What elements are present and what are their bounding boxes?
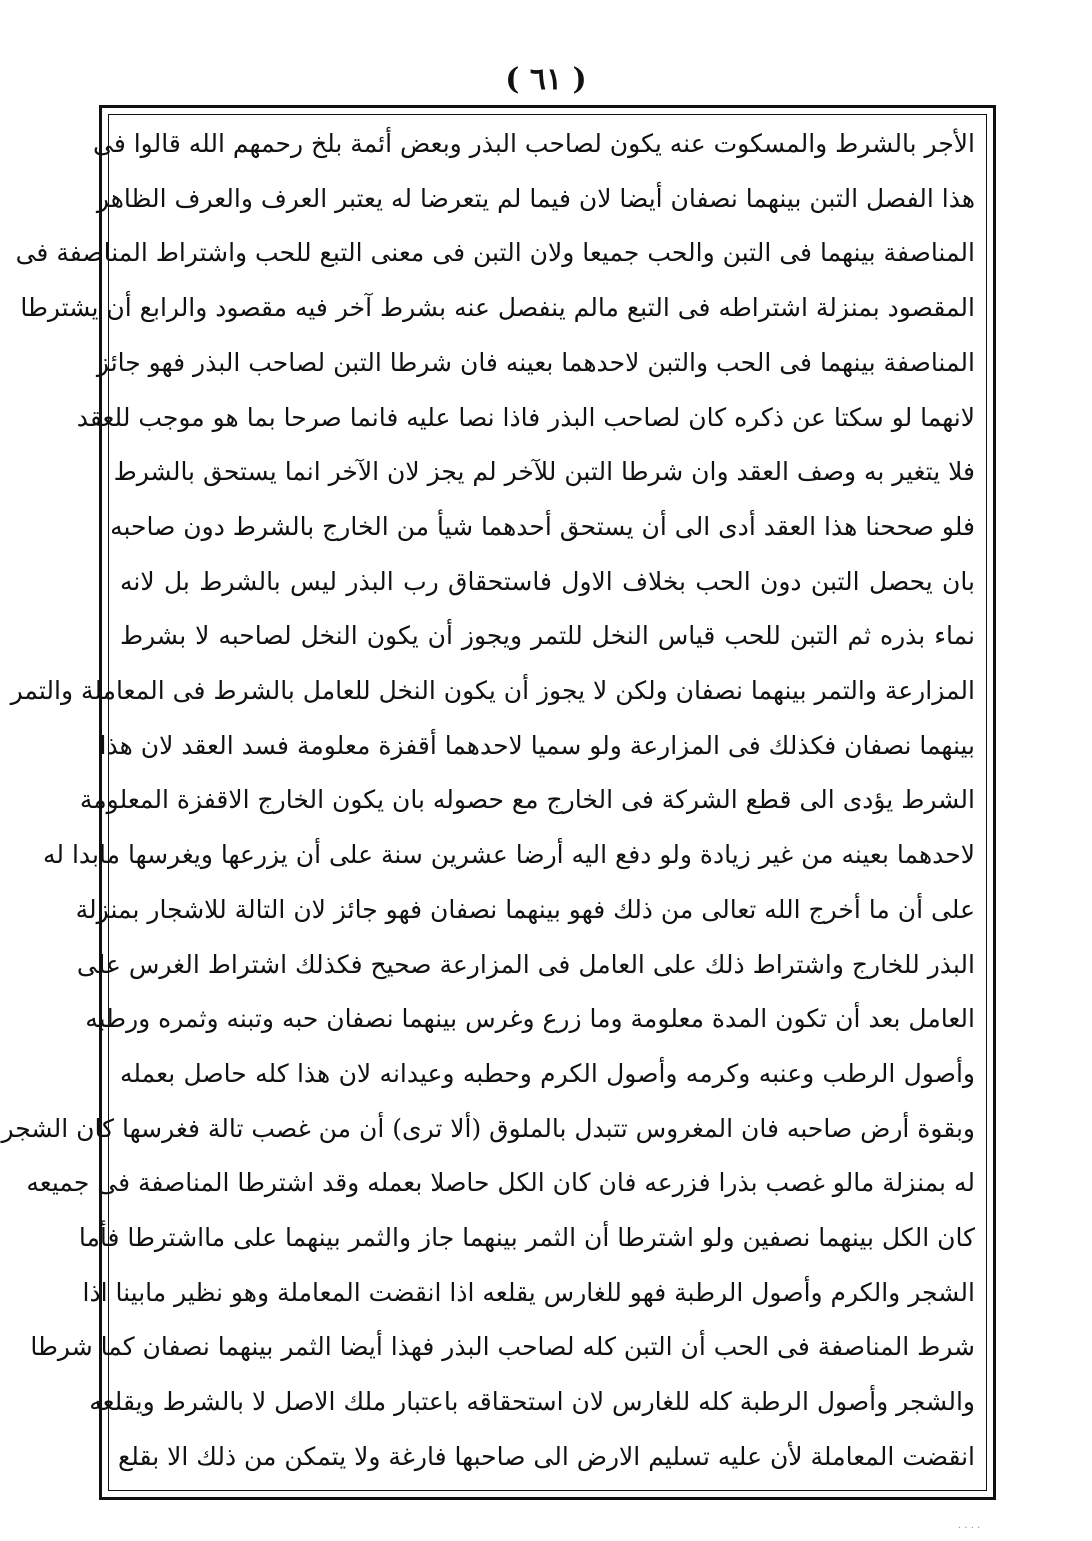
text-line: البذر للخارج واشتراط ذلك على العامل فى المزارعة صحيح فكذلك اشتراط الغرس على bbox=[76, 949, 975, 979]
text-line: انقضت المعاملة لأن عليه تسليم الارض الى صاحبها فارغة ولا يتمكن من ذلك الا بقلع bbox=[117, 1441, 975, 1471]
text-line: كان الكل بينهما نصفين ولو اشترطا أن الثمر بينهما جاز والثمر بينهما على مااشترطا فأما bbox=[78, 1223, 975, 1253]
text-line: لاحدهما بعينه من غير زيادة ولو دفع اليه أرضا عشرين سنة على أن يزرعها ويغرسها مابدا له bbox=[43, 840, 975, 870]
text-line: المزارعة والتمر بينهما نصفان ولكن لا يجوز أن يكون النخل للعامل بالشرط فى المعاملة والتمر bbox=[10, 676, 975, 706]
text-line: على أن ما أخرج الله تعالى من ذلك فهو بينهما نصفان فهو جائز لان التالة للاشجار بمنزلة bbox=[75, 894, 975, 924]
text-line: له بمنزلة مالو غصب بذرا فزرعه فان كان الكل حاصلا بعمله وقد اشترطا المناصفة فى جميعه bbox=[26, 1168, 975, 1198]
text-line: فلا يتغير به وصف العقد وان شرطا التبن للآخر لم يجز لان الآخر انما يستحق بالشرط bbox=[113, 457, 975, 487]
text-line: الشرط يؤدى الى قطع الشركة فى الخارج مع حصوله بان يكون الخارج الاقفزة المعلومة bbox=[79, 785, 975, 815]
text-line: بينهما نصفان فكذلك فى المزارعة ولو سميا لاحدهما أقفزة معلومة فسد العقد لان هذا bbox=[99, 730, 975, 760]
text-line: العامل بعد أن تكون المدة معلومة وما زرع وغرس بينهما نصفان حبه وتبنه وثمره ورطبه bbox=[85, 1004, 975, 1034]
text-line: المناصفة بينهما فى الحب والتبن لاحدهما بعينه فان شرطا التبن لصاحب البذر فهو جائز bbox=[96, 347, 975, 377]
text-body bbox=[1, 118, 975, 1483]
text-line: المقصود بمنزلة اشتراطه فى التبع مالم ينفصل عنه بشرط آخر فيه مقصود والرابع أن يشترطا bbox=[20, 293, 975, 323]
text-line: هذا الفصل التبن بينهما نصفان أيضا لان فيما لم يتعرضا له يعتبر العرف والعرف الظاهر bbox=[96, 183, 975, 213]
text-line: شرط المناصفة فى الحب أن التبن كله لصاحب البذر فهذا أيضا الثمر بينهما نصفان كما شرطا bbox=[30, 1332, 975, 1362]
text-line: الشجر والكرم وأصول الرطبة فهو للغارس يقلعه اذا انقضت المعاملة وهو نظير مابينا اذا bbox=[82, 1277, 975, 1307]
text-line: والشجر وأصول الرطبة كله للغارس لان استحقاقه باعتبار ملك الاصل لا بالشرط ويقلعه bbox=[89, 1387, 975, 1417]
text-line: لانهما لو سكتا عن ذكره كان لصاحب البذر فاذا نصا عليه فانما صرحا بما هو موجب للعقد bbox=[76, 402, 975, 432]
text-line: وأصول الرطب وعنبه وكرمه وأصول الكرم وحطبه وعيدانه لان هذا كله حاصل بعمله bbox=[120, 1058, 975, 1088]
page-number: ( ٦١ ) bbox=[505, 62, 587, 97]
text-line: فلو صححنا هذا العقد أدى الى أن يستحق أحدهما شيأ من الخارج بالشرط دون صاحبه bbox=[110, 511, 975, 541]
text-line: الأجر بالشرط والمسكوت عنه يكون لصاحب البذر وبعض أئمة بلخ رحمهم الله قالوا فى bbox=[92, 129, 975, 158]
text-line: بان يحصل التبن دون الحب بخلاف الاول فاستحقاق رب البذر ليس بالشرط بل لانه bbox=[120, 566, 975, 596]
text-line: نماء بذره ثم التبن للحب قياس النخل للتمر ويجوز أن يكون النخل لصاحبه لا بشرط bbox=[120, 621, 975, 651]
scan-speck: · · · · bbox=[958, 1523, 981, 1534]
text-line: المناصفة بينهما فى التبن والحب جميعا ولان التبن فى معنى التبع للحب واشتراط المناصفة فى bbox=[15, 238, 975, 268]
text-line: وبقوة أرض صاحبه فان المغروس تتبدل بالملوق (ألا ترى) أن من غصب تالة فغرسها كان الشجر bbox=[1, 1113, 975, 1143]
